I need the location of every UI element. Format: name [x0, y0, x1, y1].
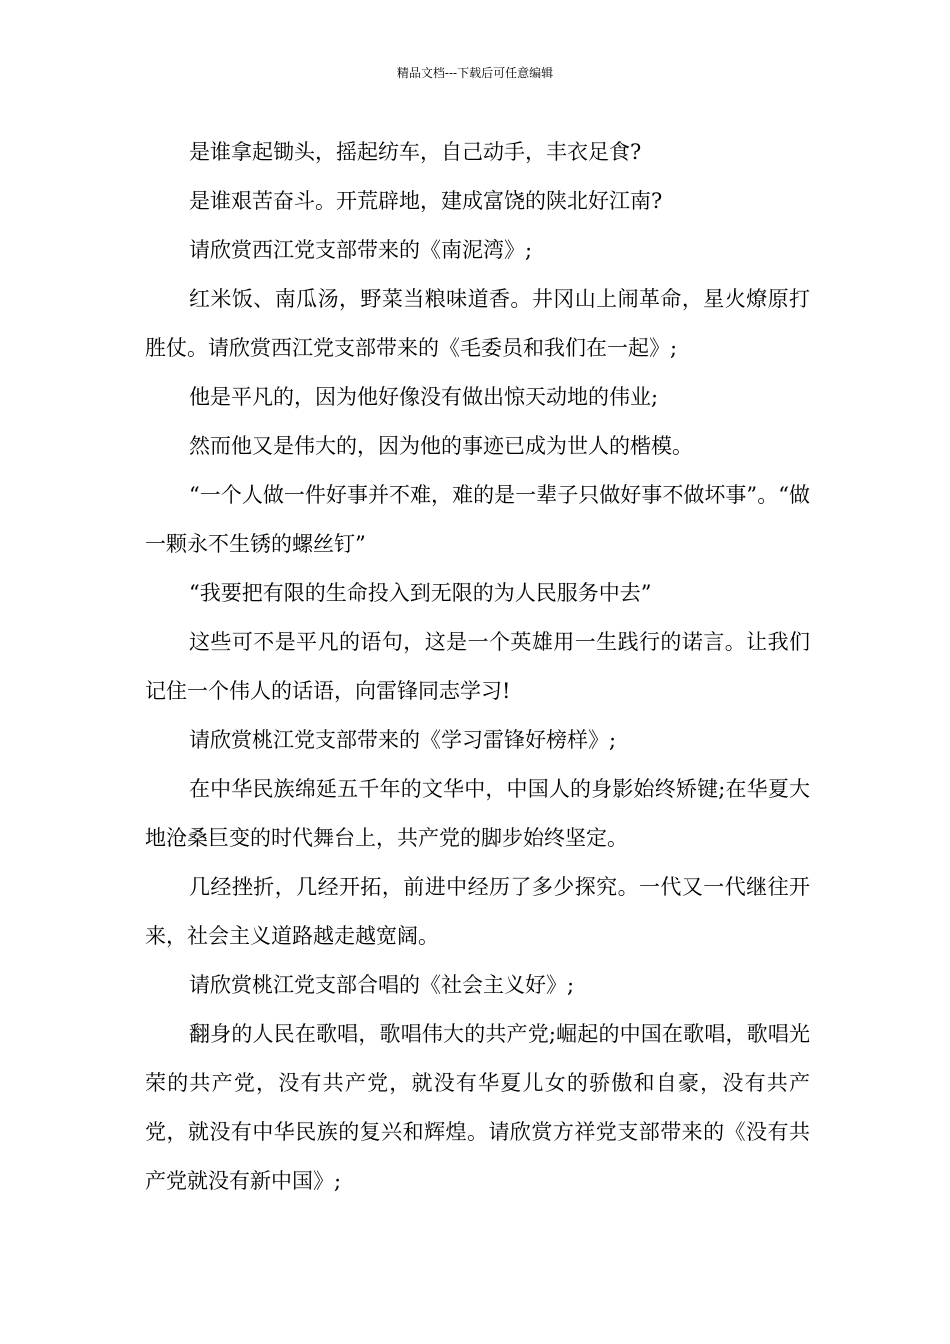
paragraph: 翻身的人民在歌唱，歌唱伟大的共产党;崛起的中国在歌唱，歌唱光荣的共产党，没有共产党，就没有华夏儿女的骄傲和自豪，没有共产党，就没有中华民族的复兴和辉煌。请欣赏方祥党支部带来的《没有共产党就没有新中国》;	[145, 1022, 810, 1193]
paragraph: 请欣赏桃江党支部合唱的《社会主义好》;	[189, 973, 575, 997]
document-body	[145, 128, 810, 1206]
paragraph: 几经挫折，几经开拓，前进中经历了多少探究。一代又一代继往开来，社会主义道路越走越宽阔。	[145, 875, 810, 948]
paragraph: 这些可不是平凡的语句，这是一个英雄用一生践行的诺言。让我们记住一个伟人的话语，向雷锋同志学习!	[145, 630, 810, 703]
paragraph: 请欣赏桃江党支部带来的《学习雷锋好榜样》;	[189, 728, 617, 752]
paragraph: “一个人做一件好事并不难，难的是一辈子只做好事不做坏事”。“做一颗永不生锈的螺丝钉”	[145, 483, 810, 556]
page-header: 精品文档---下载后可任意编辑	[396, 66, 554, 80]
paragraph: 是谁拿起锄头，摇起纺车，自己动手，丰衣足食?	[189, 140, 642, 164]
paragraph: 他是平凡的，因为他好像没有做出惊天动地的伟业;	[189, 385, 659, 409]
paragraph: 然而他又是伟大的，因为他的事迹已成为世人的楷模。	[189, 434, 693, 458]
paragraph: “我要把有限的生命投入到无限的为人民服务中去”	[189, 581, 652, 605]
paragraph: 是谁艰苦奋斗。开荒辟地，建成富饶的陕北好江南?	[189, 189, 663, 213]
paragraph: 在中华民族绵延五千年的文华中，中国人的身影始终矫键;在华夏大地沧桑巨变的时代舞台上，共产党的脚步始终坚定。	[145, 777, 810, 850]
paragraph: 请欣赏西江党支部带来的《南泥湾》;	[189, 238, 533, 262]
paragraph: 红米饭、南瓜汤，野菜当粮味道香。井冈山上闹革命，星火燎原打胜仗。请欣赏西江党支部带来的《毛委员和我们在一起》;	[145, 287, 810, 360]
